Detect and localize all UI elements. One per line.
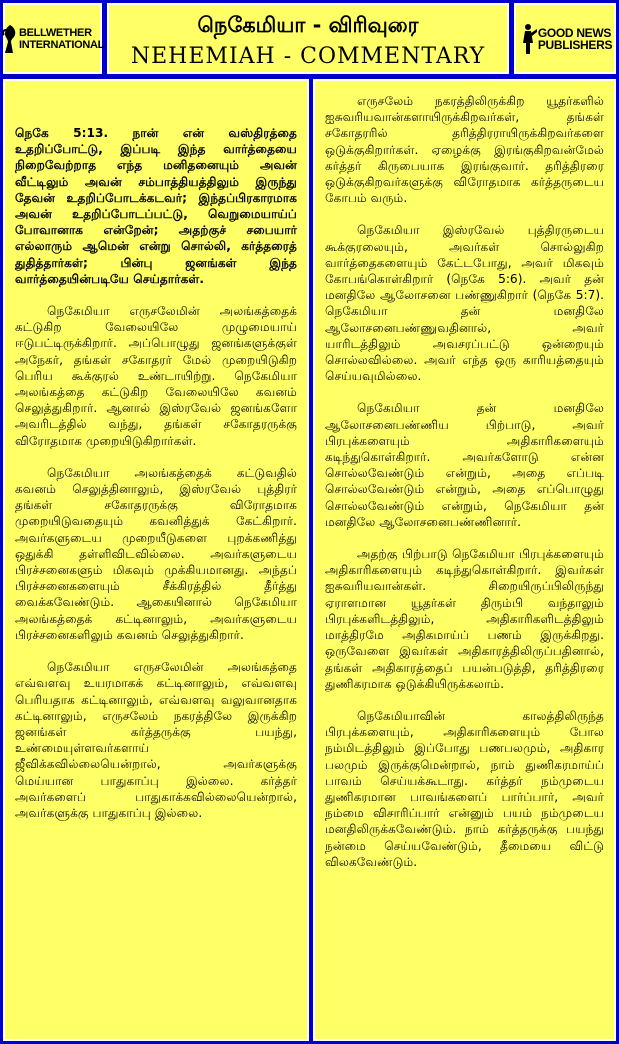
title-english: NEHEMIAH - COMMENTARY <box>130 44 486 69</box>
logo-line-1: GOOD NEWS <box>537 25 612 40</box>
commentary-paragraph: நெகேமியா எருசலேமின் அலங்கத்தைக் கட்டுகிற வேலையிலே முழுமையாய் ஈடுபட்டிருக்கிறார். அப்பொழுது ஜனங்களுக்குள் அநேகர், தங்கள் சகோதரர் மேல் முறையிடுகிற பெரிய கூக்குரல் உண்டாயிற்று. நெகேமியா அலங்கத்தை கட்டுகிற வேலையிலே கவனம் செலுத்துகிறார். ஆனால் இஸ்ரவேல் ஜனங்களோ அவரிடத்தில் வந்து, தங்கள் சகோதரருக்கு விரோதமாக முறையிடுகிறார்கள். <box>15 304 297 448</box>
commentary-paragraph: நெகேமியா அலங்கத்தைக் கட்டுவதில் கவனம் செலுத்தினாலும், இஸ்ரவேல் புத்திரர் தங்கள் சகோதரருக்கு விரோதமாக முறையிடுவதையும் கவனித்துக் கேட்கிறார். அவர்களுடைய முறையீடுகளை புறக்கணித்து ஒதுக்கி தள்ளிவிடவில்லை. அவர்களுடைய பிரச்சனைகளும் மிகவும் முக்கியமானது. அந்தப் பிரச்சனைகளையும் சீக்கிரத்தில் தீர்த்து வைக்கவேண்டும். ஆகையினால் நெகேமியா அலங்கத்தைக் கட்டினாலும், அவர்களுடைய பிரச்சனைகளிலும் கவனம் செலுத்துகிறார். <box>15 465 297 642</box>
title-tamil: நெகேமியா - விரிவுரை <box>197 13 419 37</box>
good-news-herald-icon <box>518 23 538 55</box>
commentary-paragraph: நெகேமியா தன் மனதிலே ஆலோசனைபண்ணிய பிற்பாடு, அவர் பிரபுக்களையும் அதிகாரிகளையும் கடிந்துகொள்கிறார். அவர்களோடு என்ன சொல்லவேண்டும் என்றும், அதை எப்படி சொல்லவேண்டும் என்றும், அதை எப்பொழுது சொல்லவேண்டும் என்றும், நெகேமியா தன் மனதிலே ஆலோசனைபண்ணினார். <box>325 401 604 529</box>
header-title-box <box>107 3 509 74</box>
commentary-paragraph: எருசலேம் நகரத்திலிருக்கிற யூதர்களில் ஐசுவரியவான்களாயிருக்கிறவர்கள், தங்கள் சகோதரரில் தரித்திரராயிருக்கிறவர்களை ஒடுக்குகிறார்கள். ஏழைக்கு இரங்குகிறவன்மேல் கர்த்தர் கிருபையாக இரங்குவார். தரித்திரரை ஒடுக்குகிறவர்களுக்கு விரோதமாக கர்த்தருடைய கோபம் வரும். <box>325 94 604 206</box>
verse-text: நெகே 5:13. நான் என் வஸ்திரத்தை உதறிப்போட்டு, இப்படி இந்த வார்த்தையை நிறைவேற்றாத எந்த மனிதனையும் அவன் வீட்டிலும் அவன் சம்பாத்தியத்திலும் இருந்து தேவன் உதறிப்போடக்கடவர்; இந்தப்பிரகாரமாக அவன் உதறிப்போடப்பட்டு, வெறுமையாய்ப் போவானாக என்றேன்; அதற்குச் சபையார் எல்லாரும் ஆமென் என்று சொல்லி, கர்த்தரைத் துதித்தார்கள்; பின்பு ஜனங்கள் இந்த வார்த்தையின்படியே செய்தார்கள். <box>15 126 297 286</box>
commentary-paragraph: நெகேமியாவின் காலத்திலிருந்த பிரபுக்களையும், அதிகாரிகளையும் போல நம்மிடத்திலும் இப்போது பணபலமும், அதிகார பலமும் இருக்குமென்றால், நாம் துணிகரமாய்ப் பாவம் செய்யக்கூடாது. கர்த்தர் நம்முடைய துணிகரமான பாவங்களைப் பார்ப்பார், அவர் நம்மை விசாரிப்பார் என்னும் பயம் நம்முடைய மனதிலிருக்கவேண்டும். நாம் கர்த்தருக்கு பயந்து நன்மை செய்யவேண்டும், தீமையை விட்டு விலகவேண்டும். <box>325 708 604 869</box>
logo-line-2: PUBLISHERS <box>537 37 613 52</box>
commentary-paragraph: நெகேமியா எருசலேமின் அலங்கத்தை எவ்வளவு உயரமாகக் கட்டினாலும், எவ்வளவு பெரியதாக கட்டினாலும், எவ்வளவு வலுவானதாக கட்டினாலும், எருசலேம் நகரத்திலே இருக்கிற ஜனங்கள் கர்த்தருக்கு பயந்து, உண்மையுள்ளவர்களாய் ஜீவிக்கவில்லையென்றால், அவர்களுக்கு மெய்யான பாதுகாப்பு இல்லை. கர்த்தர் அவர்களைப் பாதுகாக்கவில்லையென்றால், அவர்களுக்கு பாதுகாப்பு இல்லை. <box>15 660 297 820</box>
bellwether-ram-icon <box>1 24 19 54</box>
bellwether-logo <box>3 3 105 74</box>
commentary-paragraph: நெகேமியா இஸ்ரவேல் புத்திரருடைய கூக்குரலையும், அவர்கள் சொல்லுகிற வார்த்தைகளையும் கேட்டபோது, அவர் மிகவும் கோபங்கொள்கிறார் (நெகே 5:6). அவர் தன் மனதிலே ஆலோசனை பண்ணுகிறார் (நெகே 5:7). நெகேமியா தன் மனதிலே ஆலோசனைபண்ணுவதினால், அவர் யாரிடத்திலும் அவசரப்பட்டு ஒன்றையும் சொல்லவில்லை. அவர் எந்த ஒரு காரியத்தையும் செய்யவுமில்லை. <box>325 223 604 384</box>
good-news-logo <box>514 3 616 74</box>
right-column <box>313 79 616 1041</box>
logo-line-2: INTERNATIONAL <box>18 38 105 51</box>
commentary-paragraph: அதற்கு பிற்பாடு நெகேமியா பிரபுக்களையும் அதிகாரிகளையும் கடிந்துகொள்கிறார். இவர்கள் ஐசுவரியவான்கள். சிறையிருப்பிலிருந்து ஏராளமான யூதர்கள் திரும்பி வந்தாலும் பிரபுக்களிடத்திலும், அதிகாரிகளிடத்திலும் மாத்திரமே அதிகமாய்ப் பணம் இருக்கிறது. ஒருவேளை இவர்கள் அதிகாரத்திலிருப்பதினால், தங்கள் அதிகாரத்தைப் பயன்படுத்தி, தரித்திரரை துணிகரமாக ஒடுக்கியிருக்கலாம். <box>325 547 604 691</box>
left-column <box>3 79 309 1041</box>
logo-line-1: BELLWETHER <box>18 26 92 39</box>
